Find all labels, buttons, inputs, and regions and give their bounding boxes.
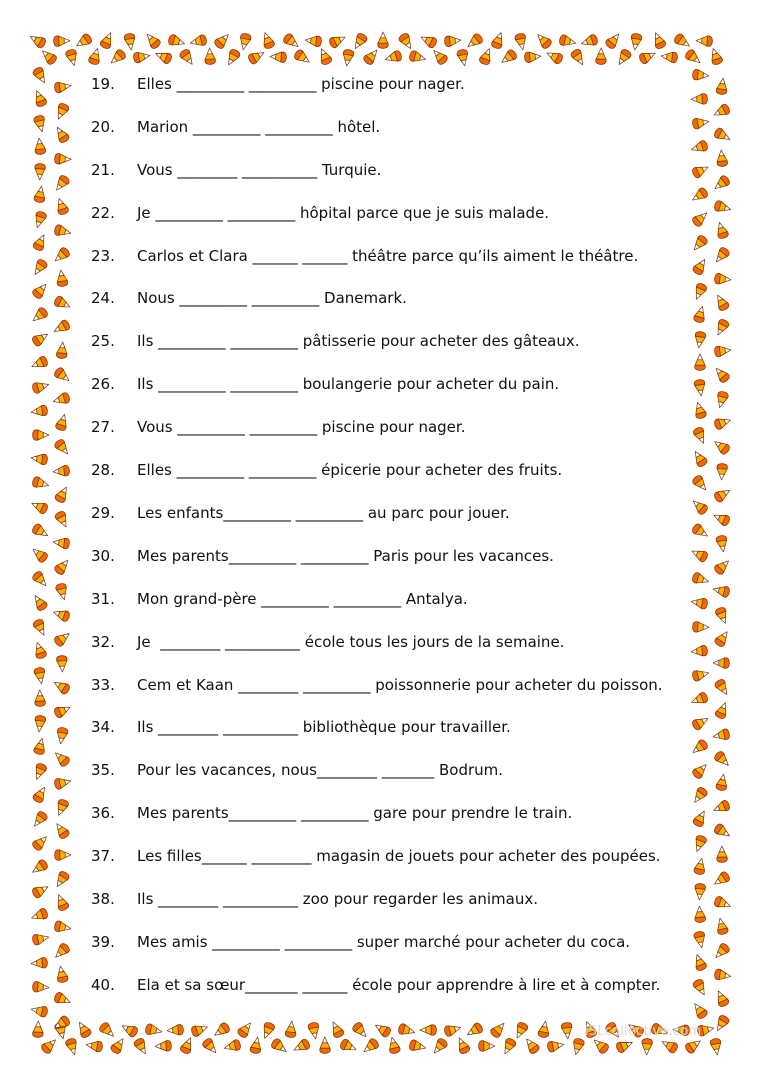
item-number: 40. [91, 976, 115, 994]
exercise-item [0, 801, 763, 825]
item-number: 27. [91, 418, 115, 436]
item-sentence: Mes amis _________ _________ super marché pour acheter du coca. [137, 933, 631, 951]
item-sentence: Ils _________ _________ pâtisserie pour acheter des gâteaux. [137, 332, 580, 350]
item-sentence: Je ________ __________ école tous les jours de la semaine. [137, 633, 565, 651]
item-sentence: Marion _________ _________ hôtel. [137, 118, 381, 136]
exercise-item [0, 973, 763, 997]
item-number: 29. [91, 504, 115, 522]
item-number: 38. [91, 890, 115, 908]
item-number: 37. [91, 847, 115, 865]
item-sentence: Carlos et Clara ______ ______ théâtre parce qu’ils aiment le théâtre. [137, 247, 639, 265]
item-sentence: Les enfants_________ _________ au parc pour jouer. [137, 504, 510, 522]
item-sentence: Pour les vacances, nous________ _______ Bodrum. [137, 761, 504, 779]
item-number: 25. [91, 332, 115, 350]
item-sentence: Ils _________ _________ boulangerie pour acheter du pain. [137, 375, 560, 393]
item-sentence: Je _________ _________ hôpital parce que je suis malade. [137, 204, 550, 222]
item-sentence: Les filles______ ________ magasin de jouets pour acheter des poupées. [137, 847, 661, 865]
exercise-item [0, 286, 763, 310]
item-sentence: Ils ________ __________ bibliothèque pour travailler. [137, 718, 511, 736]
item-number: 34. [91, 718, 115, 736]
item-number: 36. [91, 804, 115, 822]
item-sentence: Ela et sa sœur_______ ______ école pour apprendre à lire et à compter. [137, 976, 661, 994]
exercise-item [0, 673, 763, 697]
item-sentence: Mes parents_________ _________ Paris pour les vacances. [137, 547, 554, 565]
item-number: 23. [91, 247, 115, 265]
exercise-item [0, 501, 763, 525]
exercise-item [0, 715, 763, 739]
item-number: 22. [91, 204, 115, 222]
item-number: 28. [91, 461, 115, 479]
item-number: 31. [91, 590, 115, 608]
item-number: 26. [91, 375, 115, 393]
exercise-item [0, 458, 763, 482]
item-sentence: Cem et Kaan ________ _________ poissonnerie pour acheter du poisson. [137, 676, 663, 694]
item-sentence: Mes parents_________ _________ gare pour prendre le train. [137, 804, 573, 822]
exercise-item [0, 72, 763, 96]
exercise-item [0, 887, 763, 911]
item-sentence: Vous _________ _________ piscine pour nager. [137, 418, 466, 436]
exercise-item [0, 758, 763, 782]
item-number: 35. [91, 761, 115, 779]
item-sentence: Mon grand-père _________ _________ Antalya. [137, 590, 468, 608]
item-sentence: Nous _________ _________ Danemark. [137, 289, 407, 307]
exercise-item [0, 544, 763, 568]
watermark: iSLcollective.com [585, 1024, 702, 1039]
exercise-item [0, 244, 763, 268]
item-number: 39. [91, 933, 115, 951]
item-number: 30. [91, 547, 115, 565]
item-number: 20. [91, 118, 115, 136]
exercise-item [0, 115, 763, 139]
exercise-item [0, 372, 763, 396]
exercise-item [0, 930, 763, 954]
exercise-item [0, 587, 763, 611]
item-sentence: Ils ________ __________ zoo pour regarder les animaux. [137, 890, 539, 908]
item-number: 24. [91, 289, 115, 307]
item-number: 32. [91, 633, 115, 651]
exercise-item [0, 329, 763, 353]
exercise-item [0, 201, 763, 225]
item-sentence: Vous ________ __________ Turquie. [137, 161, 382, 179]
item-number: 21. [91, 161, 115, 179]
exercise-item [0, 415, 763, 439]
exercise-item [0, 844, 763, 868]
item-number: 19. [91, 75, 115, 93]
item-sentence: Elles _________ _________ épicerie pour acheter des fruits. [137, 461, 563, 479]
item-sentence: Elles _________ _________ piscine pour nager. [137, 75, 465, 93]
exercise-item [0, 630, 763, 654]
exercise-item [0, 158, 763, 182]
item-number: 33. [91, 676, 115, 694]
